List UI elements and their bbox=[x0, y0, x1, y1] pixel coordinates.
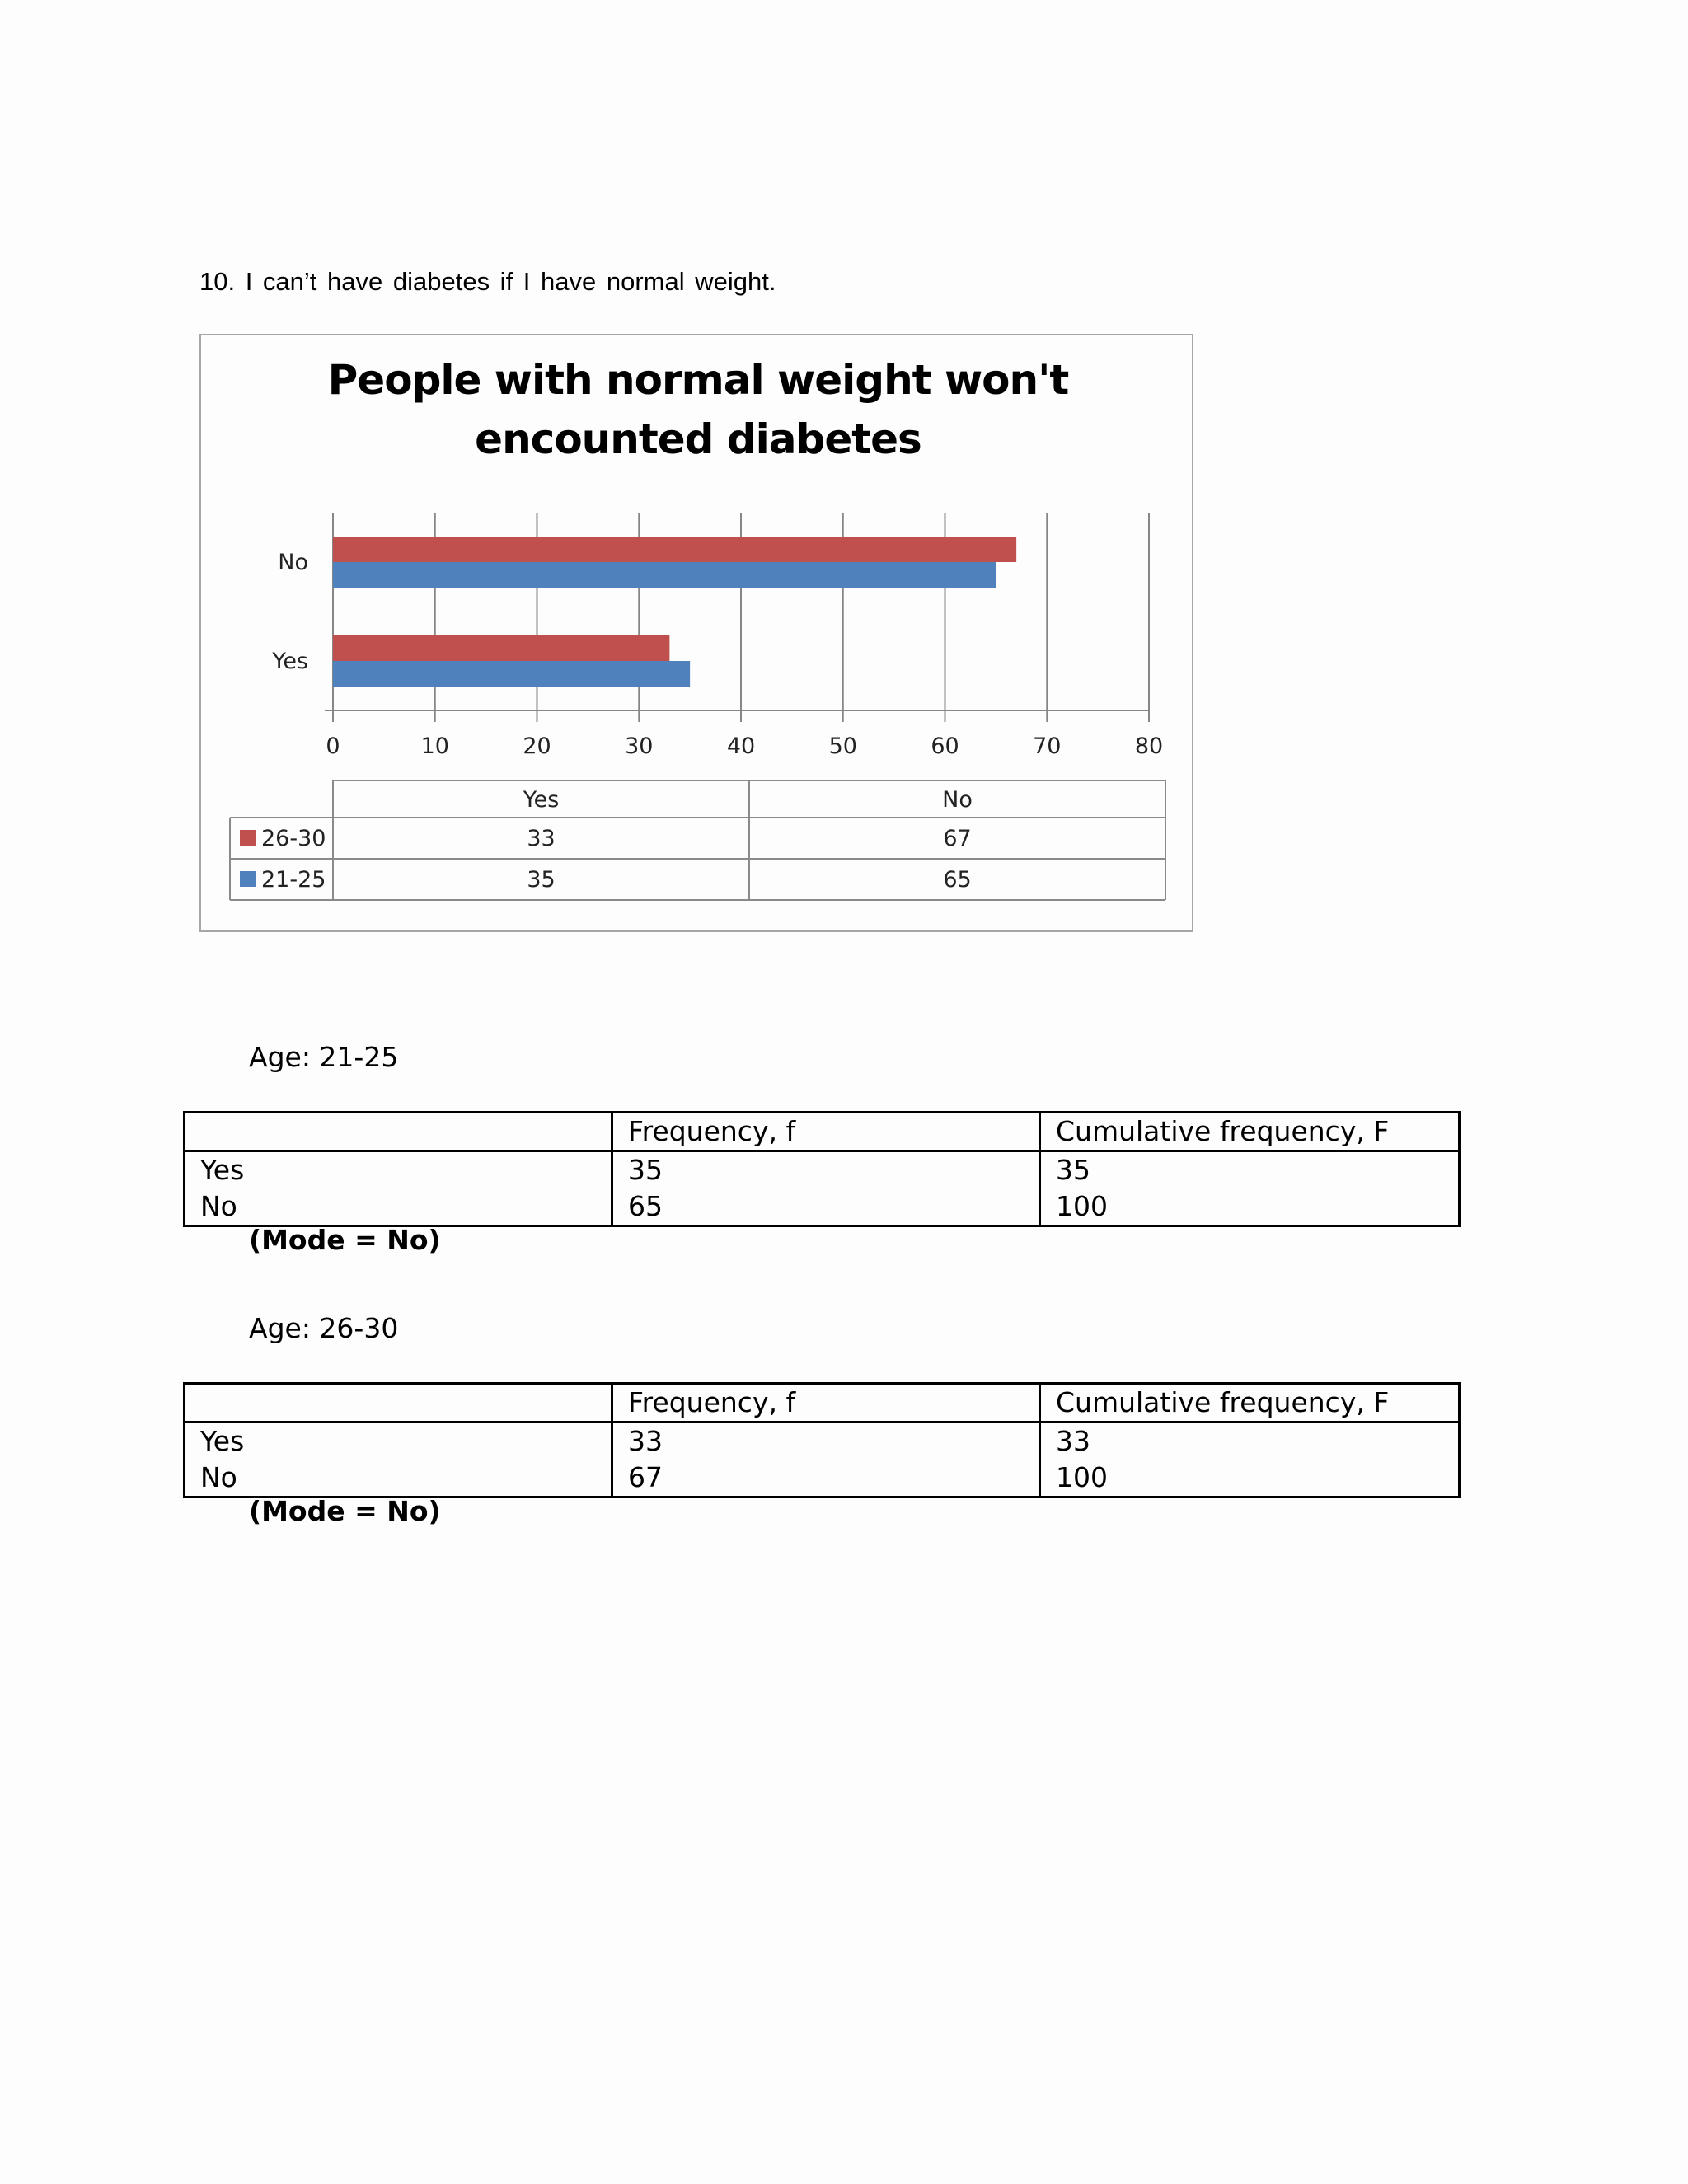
mode-note: (Mode = No) bbox=[249, 1224, 441, 1256]
table-header-cell bbox=[185, 1113, 612, 1151]
bar-26-30-no bbox=[333, 537, 1016, 562]
table-cell: No bbox=[185, 1188, 612, 1226]
mode-note: (Mode = No) bbox=[249, 1495, 441, 1527]
section-label-age-26-30: Age: 26-30 bbox=[249, 1312, 399, 1344]
frequency-table-21-25 bbox=[183, 1111, 1461, 1227]
table-header-row bbox=[185, 1113, 1460, 1151]
question-text: 10. I can’t have diabetes if I have normal weight. bbox=[199, 267, 776, 296]
x-tick-label: 40 bbox=[726, 733, 756, 759]
legend-swatch-21-25 bbox=[240, 871, 256, 887]
table-cell: 33 bbox=[1040, 1422, 1460, 1460]
bar-21-25-no bbox=[333, 562, 996, 588]
chart-title-line-1: People with normal weight won't bbox=[327, 356, 1069, 404]
x-tick-label: 80 bbox=[1134, 733, 1164, 759]
table-header-cell bbox=[185, 1384, 612, 1422]
table-header-cell: Frequency, f bbox=[612, 1113, 1040, 1151]
x-tick-label: 70 bbox=[1033, 733, 1062, 759]
frequency-table-26-30 bbox=[183, 1382, 1461, 1498]
y-category-label: Yes bbox=[272, 649, 308, 674]
table-cell: Yes bbox=[185, 1422, 612, 1460]
y-category-label: No bbox=[278, 550, 308, 575]
chart-title-line-2: encounted diabetes bbox=[475, 415, 921, 463]
table-cell: 100 bbox=[1040, 1460, 1460, 1497]
bar-26-30-yes bbox=[333, 635, 669, 661]
table-header-row bbox=[185, 1384, 1460, 1422]
x-tick-label: 30 bbox=[625, 733, 654, 759]
chart-container bbox=[199, 334, 1193, 932]
table-cell: 35 bbox=[1040, 1151, 1460, 1189]
data-table-value: 67 bbox=[943, 826, 972, 851]
table-cell: No bbox=[185, 1460, 612, 1497]
data-table-header: Yes bbox=[523, 787, 560, 813]
table-cell: Yes bbox=[185, 1151, 612, 1189]
data-table-value: 33 bbox=[527, 826, 556, 851]
data-table-header: No bbox=[942, 787, 973, 813]
section-label-age-21-25: Age: 21-25 bbox=[249, 1041, 399, 1073]
x-tick-label: 50 bbox=[828, 733, 857, 759]
table-cell: 67 bbox=[612, 1460, 1040, 1497]
bar-21-25-yes bbox=[333, 661, 690, 687]
table-row bbox=[185, 1460, 1460, 1497]
table-row bbox=[185, 1188, 1460, 1226]
table-header-cell: Frequency, f bbox=[612, 1384, 1040, 1422]
table-cell: 35 bbox=[612, 1151, 1040, 1189]
legend-label: 26-30 bbox=[261, 826, 326, 851]
bar-chart bbox=[201, 335, 1195, 934]
table-cell: 33 bbox=[612, 1422, 1040, 1460]
table-cell: 100 bbox=[1040, 1188, 1460, 1226]
x-tick-label: 0 bbox=[326, 733, 340, 759]
legend-swatch-26-30 bbox=[240, 830, 256, 846]
table-row bbox=[185, 1151, 1460, 1189]
legend-label: 21-25 bbox=[261, 867, 326, 893]
x-tick-label: 60 bbox=[931, 733, 959, 759]
table-row bbox=[185, 1422, 1460, 1460]
table-header-cell: Cumulative frequency, F bbox=[1040, 1384, 1460, 1422]
table-cell: 65 bbox=[612, 1188, 1040, 1226]
x-tick-label: 20 bbox=[523, 733, 551, 759]
x-tick-label: 10 bbox=[420, 733, 449, 759]
table-header-cell: Cumulative frequency, F bbox=[1040, 1113, 1460, 1151]
data-table-value: 65 bbox=[943, 867, 972, 893]
data-table-value: 35 bbox=[527, 867, 556, 893]
